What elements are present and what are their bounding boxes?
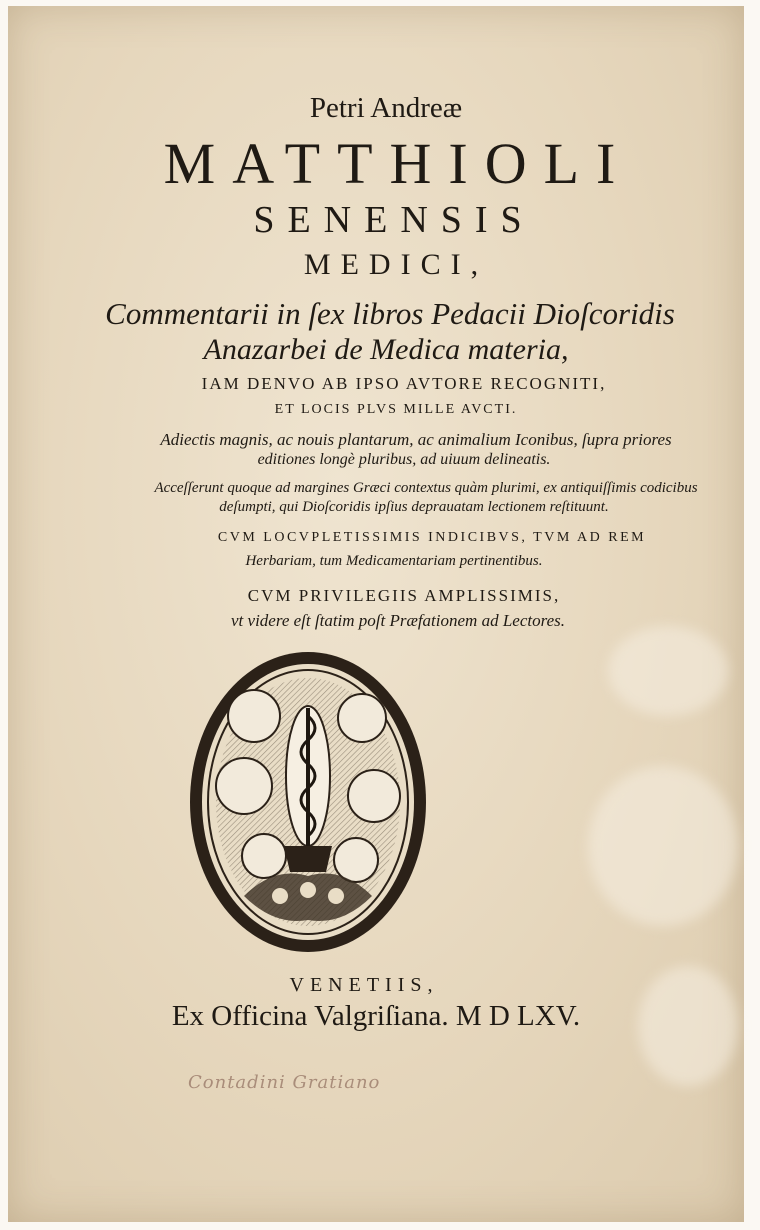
paper-stain [588,766,738,926]
index-line-2: Herbariam, tum Medicamentariam pertinentibus. [245,553,543,569]
description-line-3: Acceſſerunt quoque ad margines Græci contextus quàm plurimi, ex antiquiſſimis codicibus [154,480,698,496]
author-forename: Petri Andreæ [309,92,463,124]
index-line-1: CVM LOCVPLETISSIMIS INDICIBVS, TVM AD REM [217,530,647,545]
handwritten-signature: Contadini Gratiano [188,1072,381,1093]
description-line-2: editiones longè pluribus, ad uiuum delineatis. [257,451,551,468]
description-line-1: Adiectis magnis, ac nouis plantarum, ac animalium Iconibus, ſupra priores [160,430,672,449]
description-line-4: deſumpti, qui Dioſcoridis ipſius deprauatam lectionem reſtituunt. [219,499,609,515]
author-surname: MATTHIOLI [163,131,633,196]
imprint-publisher-date: Ex Officina Valgriſiana. M D LXV. [171,1000,581,1032]
privilege-line-2: vt videre eſt ſtatim poſt Præfationem ad Lectores. [231,611,565,630]
printer-device-emblem [184,646,432,958]
title-line-2: Anazarbei de Medica materia, [203,333,569,366]
subtitle-line-2: ET LOCIS PLVS MILLE AVCTI. [274,402,518,417]
title-line-1: Commentarii in ſex libros Pedacii Dioſcoridis [105,296,675,331]
privilege-line-1: CVM PRIVILEGIIS AMPLISSIMIS, [247,586,561,605]
author-origin: SENENSIS [253,199,535,241]
subtitle-line-1: IAM DENVO AB IPSO AVTORE RECOGNITI, [201,374,607,393]
title-page [8,6,744,1222]
paper-stain [608,626,728,716]
author-profession: MEDICI, [303,248,489,281]
imprint-place: VENETIIS, [289,974,439,996]
